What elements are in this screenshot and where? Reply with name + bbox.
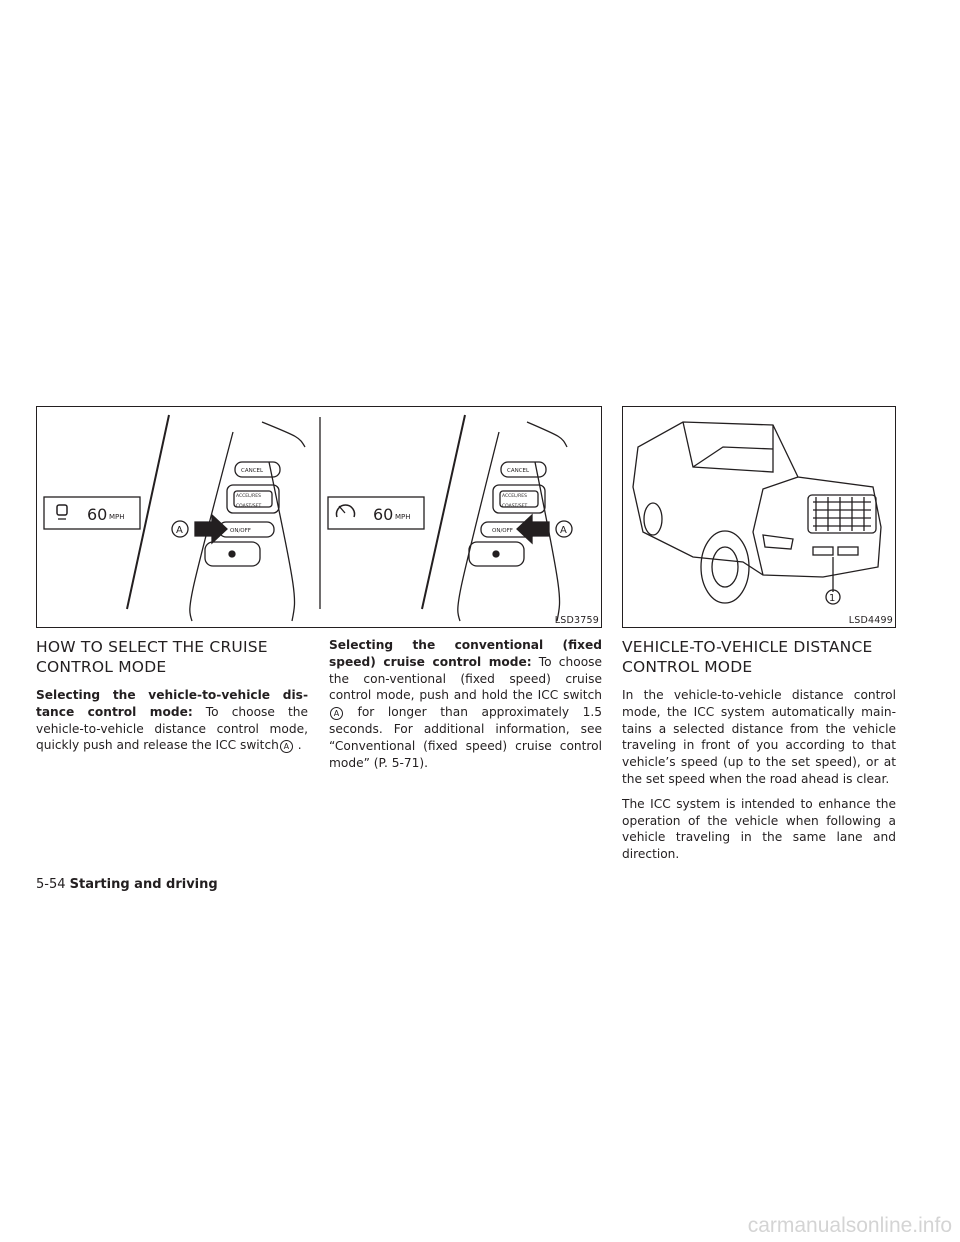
panel2-speed: 60: [373, 505, 394, 524]
panel1-unit: MPH: [109, 513, 125, 521]
switch-label-coast: COAST/SET: [236, 504, 262, 509]
cruise-switch-illustration: [37, 407, 603, 629]
paragraph-distance-purpose: The ICC system is intended to enhance the operation of the vehicle when following a vehicle traveling in the same lane and direction.: [622, 796, 896, 862]
switch-label-coast-2: COAST/SET: [502, 504, 528, 509]
paragraph-conventional-mode: [329, 637, 602, 771]
page-number: 5-54: [36, 877, 66, 892]
section-title: Starting and driving: [69, 877, 218, 892]
switch-label-accel: ACCEL/RES: [236, 494, 261, 499]
figure-truck-sensor: [622, 406, 896, 628]
figure-code: LSD3759: [554, 615, 599, 626]
vehicle-distance-icon: [57, 505, 67, 515]
panel1-speed: 60: [87, 505, 108, 524]
paragraph-end: for longer than approximately 1.5 seconds. For additional information, see “Conventional (fixed speed) cruise control mode” (P. 5-71).: [329, 705, 602, 770]
column-3: [622, 637, 896, 871]
watermark: carmanualsonline.info: [747, 1214, 952, 1237]
column-2: [329, 637, 602, 779]
page-footer: [36, 877, 218, 892]
bold-lead: Selecting the vehicle-to-vehicle dis-tance control mode:: [36, 688, 308, 719]
switch-label-cancel-2: CANCEL: [507, 468, 530, 474]
figure-code-right: LSD4499: [848, 615, 893, 626]
switch-label-onoff-2: ON/OFF: [492, 528, 513, 534]
switch-label-accel-2: ACCEL/RES: [502, 494, 527, 499]
column-1: [36, 637, 308, 762]
push-arrow-icon: [195, 515, 227, 543]
sensor-callout: 1: [829, 593, 836, 604]
paragraph-end: .: [293, 738, 302, 753]
grille: [808, 495, 876, 533]
paragraph-distance-mode: [36, 687, 308, 754]
switch-a-marker: A: [280, 740, 293, 753]
figure-cruise-switch: [36, 406, 602, 628]
paragraph-text: To choose the vehicle-to-vehicle distance control mode, quickly push and release the ICC switch: [36, 704, 308, 753]
bold-lead: Selecting the conventional (fixed speed) cruise control mode:: [329, 638, 602, 669]
switch-label-onoff: ON/OFF: [230, 528, 251, 534]
switch-a-marker: A: [330, 707, 343, 720]
heading-distance-mode: VEHICLE-TO-VEHICLE DISTANCE CONTROL MODE: [622, 638, 873, 676]
switch-label-cancel: CANCEL: [241, 468, 264, 474]
heading-select-mode: HOW TO SELECT THE CRUISE CONTROL MODE: [36, 638, 268, 676]
panel2-callout: A: [560, 525, 567, 536]
push-arrow-icon: [517, 515, 549, 543]
panel2-unit: MPH: [395, 513, 411, 521]
truck-illustration: [623, 407, 897, 629]
paragraph-distance-intro: In the vehicle-to-vehicle distance control mode, the ICC system automatically main-tains a selected distance from the vehicle traveling in front of you according to that vehicle’s speed (up to the set speed), or at the set speed when the road ahead is clear.: [622, 688, 896, 786]
paragraph-text: To choose the con-ventional (fixed speed) cruise control mode, push and hold the ICC switch: [329, 654, 602, 703]
panel1-callout: A: [176, 525, 183, 536]
